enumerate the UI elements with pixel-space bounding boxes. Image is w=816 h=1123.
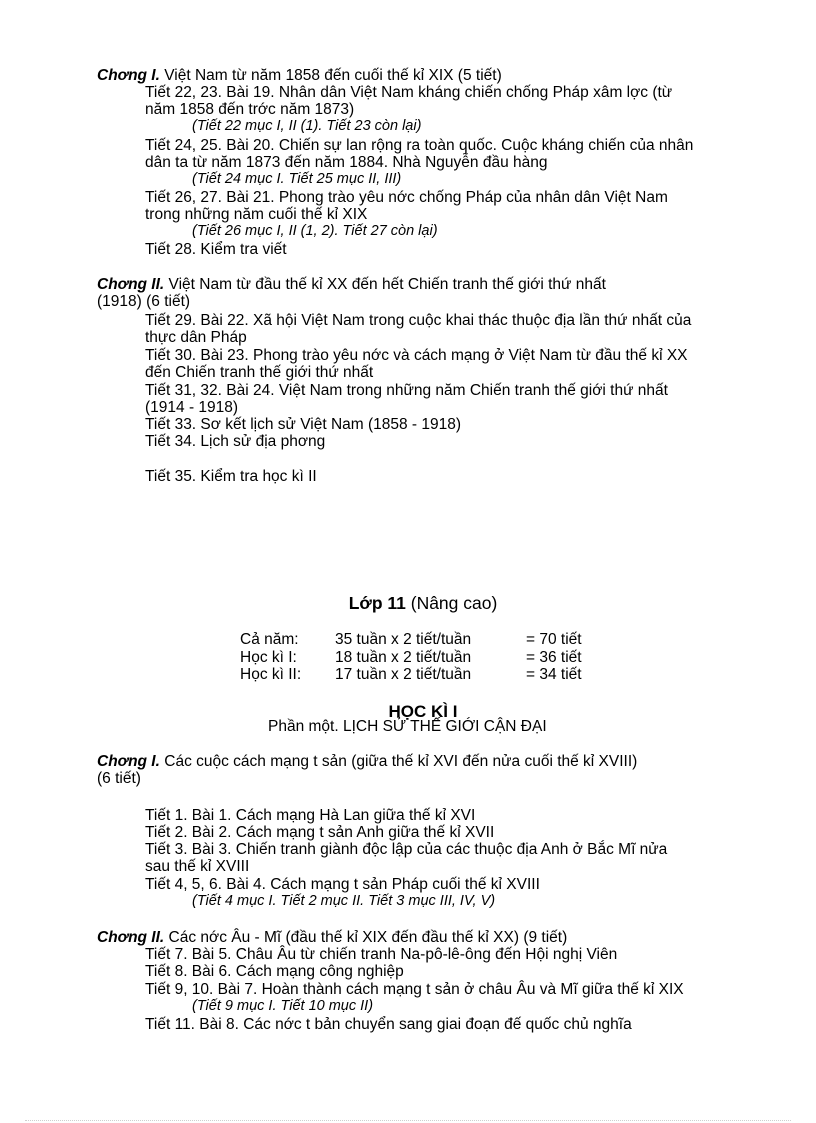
page-footer-divider	[25, 1120, 791, 1121]
summary-formula: 18 tuần x 2 tiết/tuần	[335, 649, 472, 666]
chapter-title-cont: (6 tiết)	[97, 770, 141, 787]
chapter-title: Việt Nam từ đầu thế kỉ XX đến hết Chiến tranh thế giới thứ nhất	[168, 276, 606, 293]
summary-formula: 35 tuần x 2 tiết/tuần	[335, 631, 472, 648]
lesson-line: Tiết 8. Bài 6. Cách mạng công nghiệp	[145, 963, 404, 980]
chapter-label: Chơng II.	[97, 276, 165, 293]
chapter-title: Việt Nam từ năm 1858 đến cuối thế kỉ XIX (5 tiết)	[164, 67, 502, 84]
lesson-note: (Tiết 9 mục I. Tiết 10 mục II)	[192, 998, 374, 1014]
summary-label: Học kì II:	[240, 666, 302, 683]
lesson-line: Tiết 33. Sơ kết lịch sử Việt Nam (1858 - 1918)	[145, 416, 462, 433]
lesson-note: (Tiết 24 mục I. Tiết 25 mục II, III)	[192, 171, 402, 187]
lesson-line: Tiết 9, 10. Bài 7. Hoàn thành cách mạng t sản ở châu Âu và Mĩ giữa thế kỉ XIX	[145, 981, 684, 998]
lesson-line: sau thế kỉ XVIII	[145, 858, 250, 875]
chapter-title-cont: (1918) (6 tiết)	[97, 293, 191, 310]
chapter-heading	[97, 929, 567, 946]
grade-variant: (Nâng cao)	[405, 593, 498, 613]
lesson-line: Tiết 3. Bài 3. Chiến tranh giành độc lập của các thuộc địa Anh ở Bắc Mĩ nửa	[145, 841, 668, 858]
chapter-label: Chơng I.	[97, 753, 160, 770]
lesson-line: Tiết 26, 27. Bài 21. Phong trào yêu nớc chống Pháp của nhân dân Việt Nam	[145, 189, 668, 206]
lesson-line: dân ta từ năm 1873 đến năm 1884. Nhà Nguyễn đầu hàng	[145, 154, 548, 171]
lesson-line: Tiết 7. Bài 5. Châu Âu từ chiến tranh Na-pô-lê-ông đến Hội nghị Viên	[145, 946, 618, 963]
summary-formula: 17 tuần x 2 tiết/tuần	[335, 666, 472, 683]
lesson-note: (Tiết 26 mục I, II (1, 2). Tiết 27 còn lại)	[192, 223, 438, 239]
grade-title	[0, 593, 816, 613]
lesson-line: Tiết 29. Bài 22. Xã hội Việt Nam trong cuộc khai thác thuộc địa lần thứ nhất của	[145, 312, 692, 329]
summary-total: = 34 tiết	[526, 666, 582, 683]
lesson-line: Tiết 34. Lịch sử địa phơng	[145, 433, 326, 450]
part-title: Phần một. LỊCH SỬ THẾ GIỚI CẬN ĐẠI	[268, 718, 547, 735]
lesson-line: Tiết 2. Bài 2. Cách mạng t sản Anh giữa thế kỉ XVII	[145, 824, 495, 841]
summary-total: = 70 tiết	[526, 631, 582, 648]
grade-name: Lớp 11	[348, 593, 406, 613]
summary-label: Học kì I:	[240, 649, 297, 666]
summary-total: = 36 tiết	[526, 649, 582, 666]
lesson-line: trong những năm cuối thế kỉ XIX	[145, 206, 368, 223]
chapter-heading	[97, 276, 606, 293]
lesson-line: Tiết 28. Kiểm tra viết	[145, 241, 287, 258]
lesson-line: Tiết 31, 32. Bài 24. Việt Nam trong những năm Chiến tranh thế giới thứ nhất	[145, 382, 668, 399]
chapter-heading	[97, 753, 637, 770]
lesson-note: (Tiết 22 mục I, II (1). Tiết 23 còn lại)	[192, 118, 422, 134]
lesson-line: Tiết 35. Kiểm tra học kì II	[145, 468, 317, 485]
lesson-note: (Tiết 4 mục I. Tiết 2 mục II. Tiết 3 mục III, IV, V)	[192, 893, 496, 909]
lesson-line: Tiết 24, 25. Bài 20. Chiến sự lan rộng ra toàn quốc. Cuộc kháng chiến của nhân	[145, 137, 694, 154]
semester-heading: HỌC KÌ I	[388, 702, 458, 721]
lesson-line: Tiết 4, 5, 6. Bài 4. Cách mạng t sản Pháp cuối thế kỉ XVIII	[145, 876, 540, 893]
lesson-line: năm 1858 đến trớc năm 1873)	[145, 101, 355, 118]
chapter-label: Chơng I.	[97, 67, 160, 84]
lesson-line: (1914 - 1918)	[145, 399, 239, 416]
chapter-title: Các nớc Âu - Mĩ (đầu thế kỉ XIX đến đầu thế kỉ XX) (9 tiết)	[168, 929, 568, 946]
lesson-line: Tiết 30. Bài 23. Phong trào yêu nớc và cách mạng ở Việt Nam từ đầu thế kỉ XX	[145, 347, 688, 364]
summary-label: Cả năm:	[240, 631, 299, 648]
lesson-line: thực dân Pháp	[145, 329, 247, 346]
lesson-line: Tiết 11. Bài 8. Các nớc t bản chuyển sang giai đoạn đế quốc chủ nghĩa	[145, 1016, 632, 1033]
lesson-line: đến Chiến tranh thế giới thứ nhất	[145, 364, 374, 381]
lesson-line: Tiết 22, 23. Bài 19. Nhân dân Việt Nam kháng chiến chống Pháp xâm lợc (từ	[145, 84, 673, 101]
chapter-label: Chơng II.	[97, 929, 165, 946]
chapter-title: Các cuộc cách mạng t sản (giữa thế kỉ XVI đến nửa cuối thế kỉ XVIII)	[164, 753, 638, 770]
chapter-heading	[97, 67, 502, 84]
lesson-line: Tiết 1. Bài 1. Cách mạng Hà Lan giữa thế kỉ XVI	[145, 807, 476, 824]
